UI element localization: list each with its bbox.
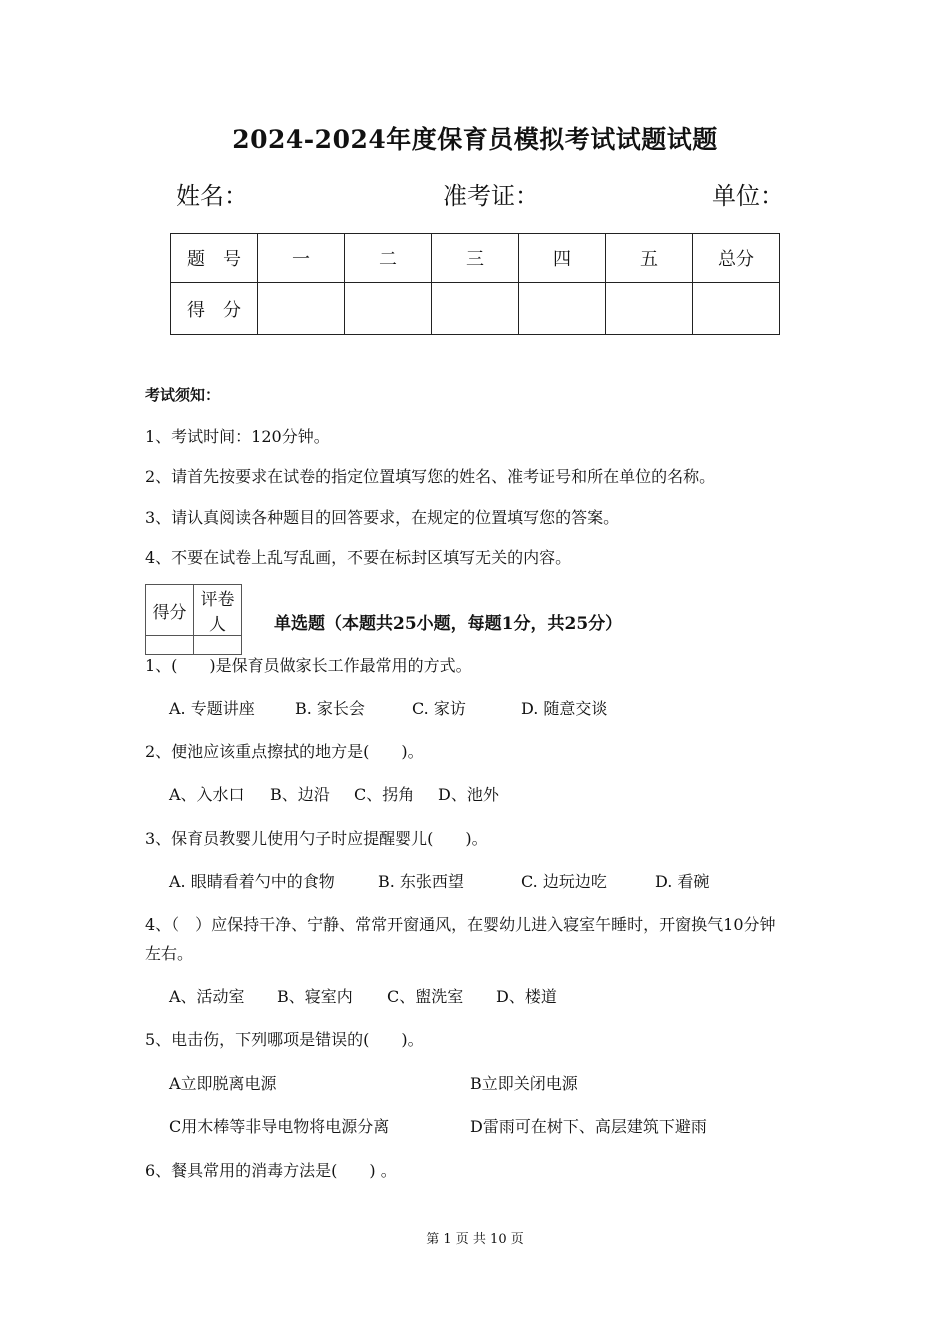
score-header-4: 四 (519, 234, 606, 283)
question-2-option-a: A、入水口 (169, 785, 245, 804)
notice-item: 2、请首先按要求在试卷的指定位置填写您的姓名、准考证号和所在单位的名称。 (145, 467, 716, 486)
question-1-option-c: C. 家访 (412, 699, 466, 718)
question-3-option-b: B. 东张西望 (378, 872, 464, 891)
question-4-option-b: B、寝室内 (277, 987, 353, 1006)
question-3-option-c: C. 边玩边吃 (521, 872, 607, 891)
score-cell-2[interactable] (345, 283, 432, 335)
score-header-5: 五 (606, 234, 693, 283)
question-5-option-b: B立即关闭电源 (470, 1074, 578, 1093)
question-5-stem: 5、电击伤，下列哪项是错误的( )。 (145, 1030, 424, 1049)
question-1-option-d: D. 随意交谈 (521, 699, 608, 718)
question-4-option-c: C、盥洗室 (387, 987, 464, 1006)
page-title: 2024-2024年度保育员模拟考试试题试题 (232, 125, 718, 154)
question-1-option-b: B. 家长会 (295, 699, 365, 718)
question-2-stem: 2、便池应该重点擦拭的地方是( )。 (145, 742, 424, 761)
score-header-3: 三 (432, 234, 519, 283)
score-row-label: 得 分 (171, 283, 258, 335)
grader-reviewer-label: 评卷人 (194, 585, 242, 636)
question-4-option-a: A、活动室 (169, 987, 245, 1006)
question-5-option-a: A立即脱离电源 (169, 1074, 277, 1093)
grader-reviewer-cell[interactable] (194, 636, 242, 655)
score-table-header-row (171, 234, 780, 283)
unit-label: 单位： (712, 182, 784, 210)
score-header-total: 总分 (693, 234, 780, 283)
score-cell-5[interactable] (606, 283, 693, 335)
notice-item: 4、不要在试卷上乱写乱画，不要在标封区填写无关的内容。 (145, 548, 572, 567)
score-header-label: 题 号 (171, 234, 258, 283)
grader-box (145, 584, 242, 655)
question-1-option-a: A. 专题讲座 (169, 699, 255, 718)
question-2-option-b: B、边沿 (270, 785, 330, 804)
question-3-option-a: A. 眼睛看着勺中的食物 (169, 872, 335, 891)
notice-item: 1、考试时间：120分钟。 (145, 427, 330, 446)
notice-item: 3、请认真阅读各种题目的回答要求，在规定的位置填写您的答案。 (145, 508, 620, 527)
question-3-option-d: D. 看碗 (655, 872, 710, 891)
grader-score-cell[interactable] (146, 636, 194, 655)
score-cell-1[interactable] (258, 283, 345, 335)
question-4-stem-line1: 4、（ ）应保持干净、宁静、常常开窗通风，在婴幼儿进入寝室午睡时，开窗换气10分钟 (145, 915, 776, 934)
score-cell-3[interactable] (432, 283, 519, 335)
question-5-option-d: D雷雨可在树下、高层建筑下避雨 (470, 1117, 707, 1136)
question-1-stem: 1、( )是保育员做家长工作最常用的方式。 (145, 656, 472, 675)
notice-heading: 考试须知： (145, 386, 221, 404)
page-footer: 第 1 页 共 10 页 (426, 1232, 524, 1247)
question-2-option-d: D、池外 (438, 785, 499, 804)
section-title: 单选题（本题共25小题，每题1分，共25分） (274, 614, 623, 634)
question-4-option-d: D、楼道 (496, 987, 557, 1006)
score-cell-total[interactable] (693, 283, 780, 335)
question-2-option-c: C、拐角 (354, 785, 415, 804)
score-table (170, 233, 780, 335)
question-3-stem: 3、保育员教婴儿使用勺子时应提醒婴儿( )。 (145, 829, 488, 848)
name-label: 姓名： (176, 182, 248, 210)
score-table-score-row (171, 283, 780, 335)
question-4-stem-line2: 左右。 (145, 944, 194, 963)
score-header-2: 二 (345, 234, 432, 283)
exam-id-label: 准考证： (443, 182, 539, 210)
question-5-option-c: C用木棒等非导电物将电源分离 (169, 1117, 390, 1136)
question-6-stem: 6、餐具常用的消毒方法是( ) 。 (145, 1161, 397, 1180)
grader-score-label: 得分 (146, 585, 194, 636)
score-cell-4[interactable] (519, 283, 606, 335)
score-header-1: 一 (258, 234, 345, 283)
